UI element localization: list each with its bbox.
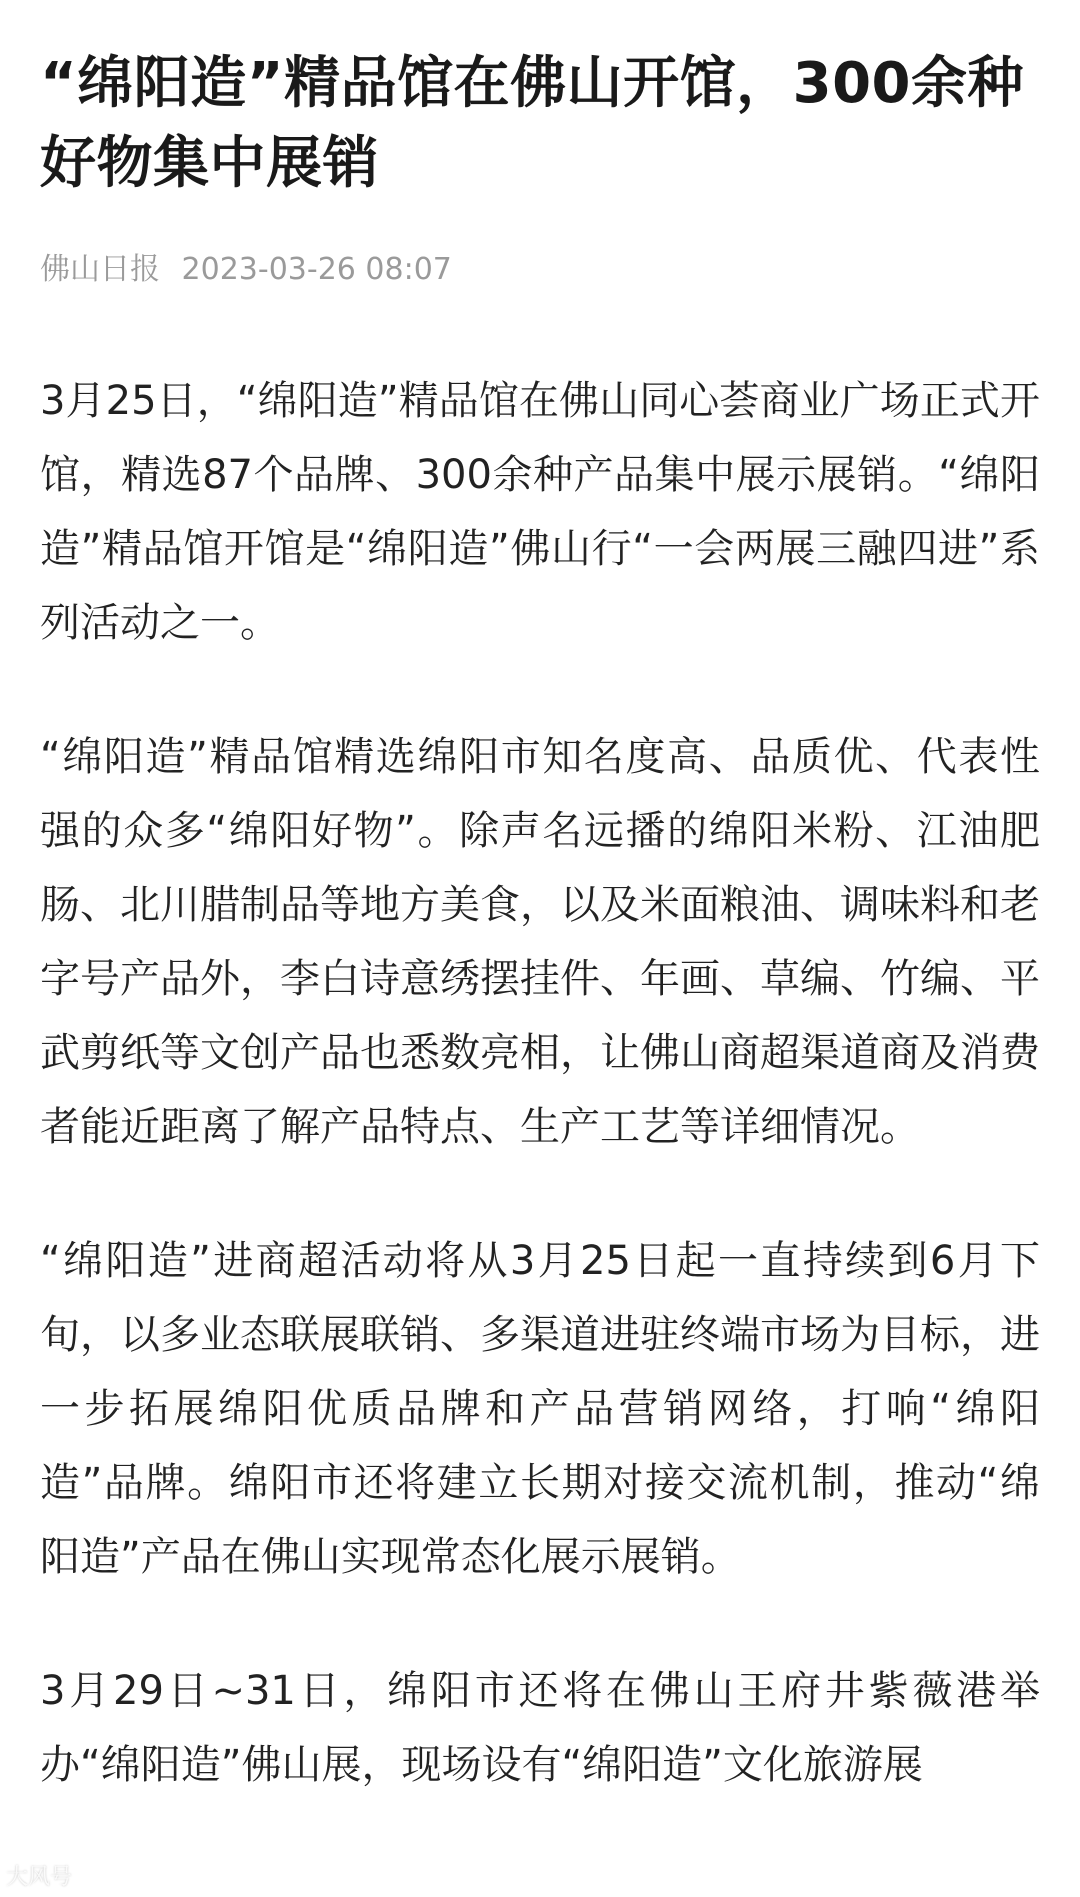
article-source[interactable]: 佛山日报	[40, 252, 160, 287]
watermark: 大风号	[6, 1865, 73, 1890]
article-paragraph: “绵阳造”进商超活动将从3月25日起一直持续到6月下旬，以多业态联展联销、多渠道进驻终端市场为目标，进一步拓展绵阳优质品牌和产品营销网络，打响“绵阳造”品牌。绵阳市还将建立长期对接交流机制，推动“绵阳造”产品在佛山实现常态化展示展销。	[40, 1238, 1040, 1580]
article-meta	[40, 250, 1040, 290]
article-paragraph: 3月25日，“绵阳造”精品馆在佛山同心荟商业广场正式开馆，精选87个品牌、300余种产品集中展示展销。“绵阳造”精品馆开馆是“绵阳造”佛山行“一会两展三融四进”系列活动之一。	[40, 378, 1040, 646]
article-body	[40, 364, 1040, 1802]
article-title: “绵阳造”精品馆在佛山开馆，300余种好物集中展销	[40, 51, 1025, 196]
article	[40, 0, 1040, 1862]
article-paragraph: “绵阳造”精品馆精选绵阳市知名度高、品质优、代表性强的众多“绵阳好物”。除声名远播的绵阳米粉、江油肥肠、北川腊制品等地方美食，以及米面粮油、调味料和老字号产品外，李白诗意绣摆挂件、年画、草编、竹编、平武剪纸等文创产品也悉数亮相，让佛山商超渠道商及消费者能近距离了解产品特点、生产工艺等详细情况。	[40, 734, 1040, 1150]
article-paragraph: 3月29日~31日，绵阳市还将在佛山王府井紫薇港举办“绵阳造”佛山展，现场设有“绵阳造”文化旅游展	[40, 1668, 1040, 1788]
article-datetime: 2023-03-26 08:07	[181, 252, 452, 287]
